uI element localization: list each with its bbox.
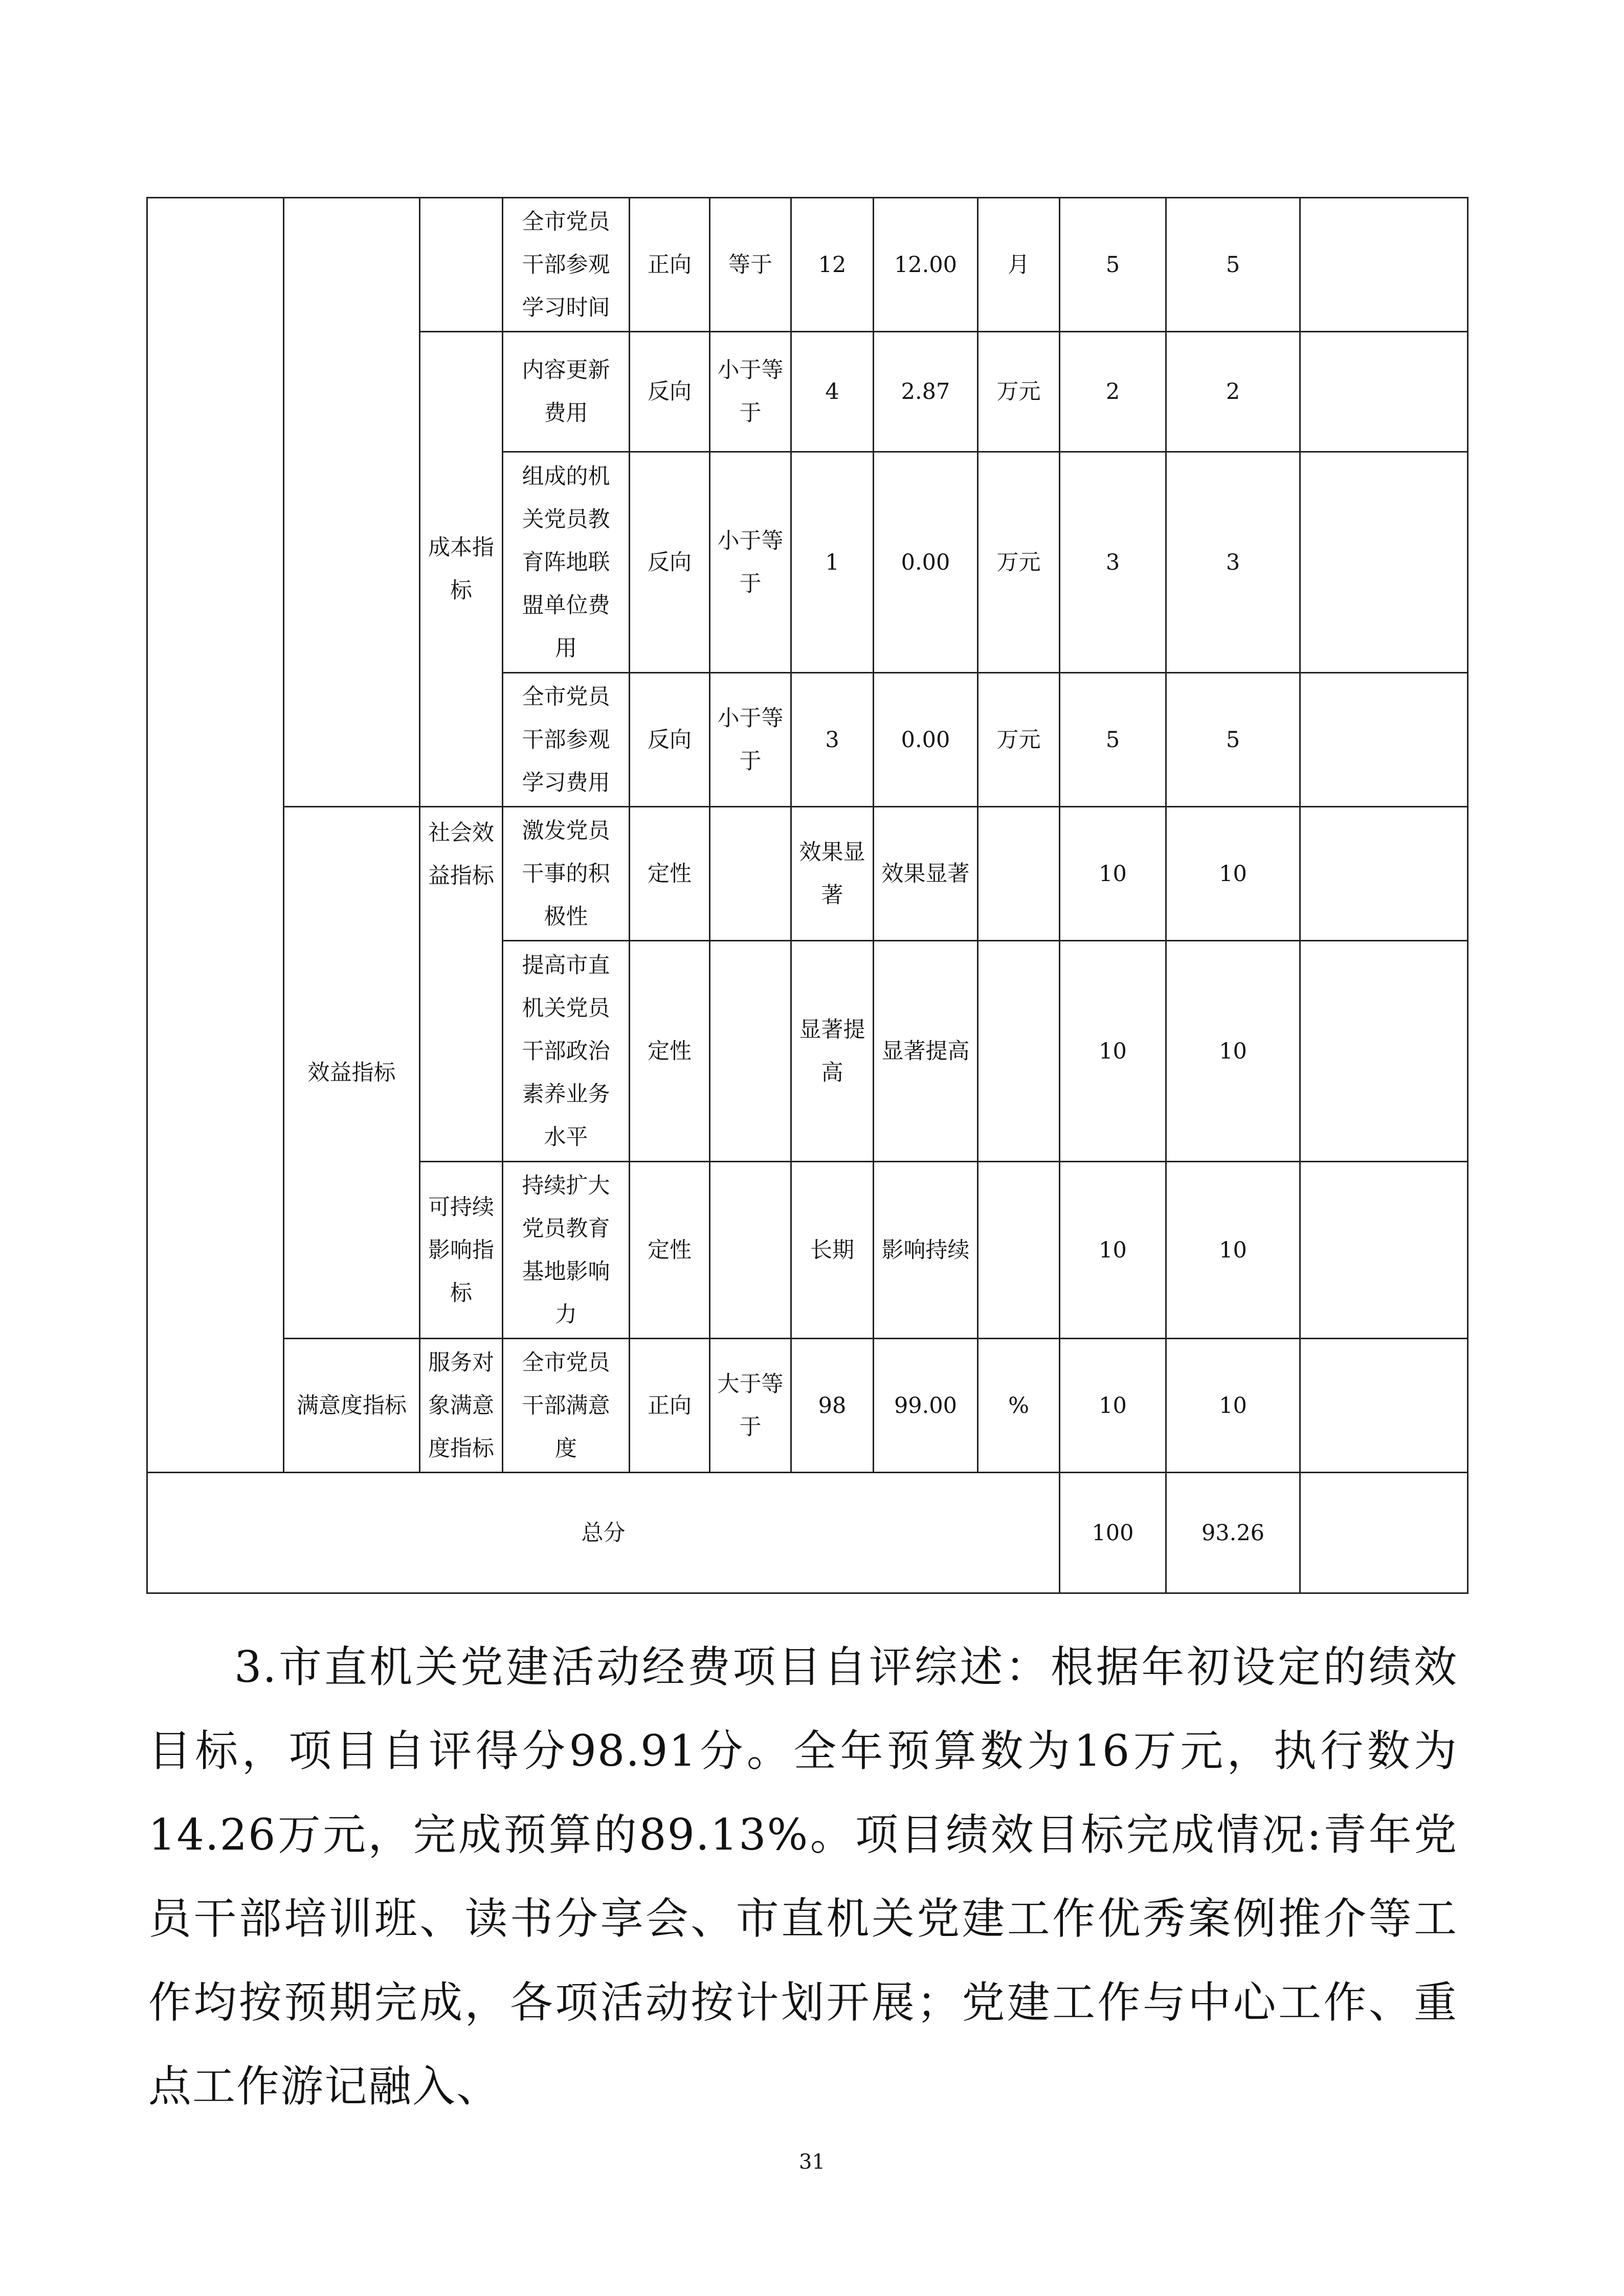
total-weight: 100 [1060,1473,1166,1593]
actual-cell: 2.87 [874,332,978,452]
indicator-cell: 提高市直 机关党员 干部政治 素养业务 水平 [503,941,630,1162]
indicator-cell: 内容更新 费用 [503,332,630,452]
total-score: 93.26 [1166,1473,1300,1593]
unit-cell [978,807,1060,941]
note-cell [1300,332,1468,452]
target-cell: 显著提 高 [791,941,874,1162]
direction-cell: 正向 [630,1339,710,1473]
direction-cell: 反向 [630,452,710,673]
actual-cell: 0.00 [874,673,978,807]
indicator-cell: 全市党员 干部参观 学习费用 [503,673,630,807]
weight-cell: 3 [1060,452,1166,673]
total-label: 总分 [147,1473,1060,1593]
target-cell: 3 [791,673,874,807]
blank-cell [420,198,503,332]
note-cell [1300,1339,1468,1473]
actual-cell: 99.00 [874,1339,978,1473]
operator-cell: 小于等 于 [710,673,791,807]
score-cell: 5 [1166,673,1300,807]
weight-cell: 10 [1060,941,1166,1162]
note-cell [1300,198,1468,332]
direction-cell: 反向 [630,332,710,452]
total-note [1300,1473,1468,1593]
actual-cell: 12.00 [874,198,978,332]
note-cell [1300,941,1468,1162]
operator-cell [710,807,791,941]
unit-cell: 万元 [978,673,1060,807]
group-satisfaction: 满意度指标 [284,1339,420,1473]
direction-cell: 定性 [630,1162,710,1339]
direction-cell: 正向 [630,198,710,332]
actual-cell: 影响持续 [874,1162,978,1339]
summary-paragraph: 3.市直机关党建活动经费项目自评综述：根据年初设定的绩效目标，项目自评得分98.91分。全年预算数为16万元，执行数为14.26万元，完成预算的89.13%。项目绩效目标完成情况:青年党员干部培训班、读书分享会、市直机关党建工作优秀案例推介等工作均按预期完成，各项活动按计划开展；党建工作与中心工作、重点工作游记融入、 [148,1642,1458,2111]
direction-cell: 定性 [630,941,710,1162]
blank-cell [284,198,420,807]
page-number: 31 [799,2150,825,2174]
weight-cell: 5 [1060,673,1166,807]
performance-table [146,197,1469,1594]
operator-cell: 大于等 于 [710,1339,791,1473]
indicator-cell: 持续扩大 党员教育 基地影响 力 [503,1162,630,1339]
indicator-cell: 全市党员 干部满意 度 [503,1339,630,1473]
target-cell: 长期 [791,1162,874,1339]
note-cell [1300,452,1468,673]
target-cell: 4 [791,332,874,452]
target-cell: 12 [791,198,874,332]
indicator-cell: 激发党员 干事的积 极性 [503,807,630,941]
unit-cell [978,1162,1060,1339]
score-cell: 10 [1166,1162,1300,1339]
operator-cell: 小于等 于 [710,332,791,452]
group-social: 社会效 益指标 [420,807,503,1162]
table-row [147,807,1468,941]
group-service: 服务对 象满意 度指标 [420,1339,503,1473]
score-cell: 10 [1166,941,1300,1162]
target-cell: 效果显 著 [791,807,874,941]
note-cell [1300,807,1468,941]
unit-cell: 万元 [978,332,1060,452]
unit-cell: % [978,1339,1060,1473]
actual-cell: 0.00 [874,452,978,673]
group-cost: 成本指 标 [420,332,503,807]
operator-cell: 小于等 于 [710,452,791,673]
actual-cell: 效果显著 [874,807,978,941]
weight-cell: 10 [1060,1162,1166,1339]
indicator-cell: 组成的机 关党员教 育阵地联 盟单位费 用 [503,452,630,673]
direction-cell: 反向 [630,673,710,807]
operator-cell [710,941,791,1162]
score-cell: 2 [1166,332,1300,452]
indicator-cell: 全市党员 干部参观 学习时间 [503,198,630,332]
weight-cell: 2 [1060,332,1166,452]
group-benefit: 效益指标 [284,807,420,1339]
note-cell [1300,673,1468,807]
table-row [147,198,1468,332]
target-cell: 98 [791,1339,874,1473]
score-cell: 3 [1166,452,1300,673]
weight-cell: 10 [1060,807,1166,941]
weight-cell: 5 [1060,198,1166,332]
unit-cell: 万元 [978,452,1060,673]
unit-cell [978,941,1060,1162]
note-cell [1300,1162,1468,1339]
operator-cell: 等于 [710,198,791,332]
total-row [147,1473,1468,1593]
weight-cell: 10 [1060,1339,1166,1473]
group-sustain: 可持续 影响指 标 [420,1162,503,1339]
table-row [147,1339,1468,1473]
score-cell: 5 [1166,198,1300,332]
direction-cell: 定性 [630,807,710,941]
unit-cell: 月 [978,198,1060,332]
blank-cell [147,198,284,1473]
actual-cell: 显著提高 [874,941,978,1162]
score-cell: 10 [1166,807,1300,941]
operator-cell [710,1162,791,1339]
target-cell: 1 [791,452,874,673]
score-cell: 10 [1166,1339,1300,1473]
